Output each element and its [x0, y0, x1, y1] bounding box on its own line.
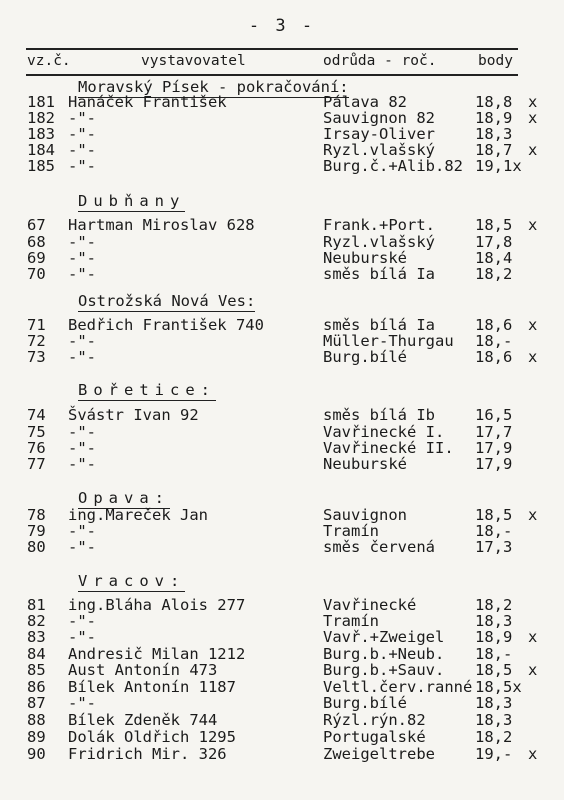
entry-points: 18,6 [475, 316, 513, 334]
entry-variety: Tramín [323, 522, 379, 540]
entry-exhibitor: -"- [68, 109, 96, 127]
entry-number: 70 [27, 265, 46, 283]
entry-row [0, 746, 564, 763]
header-variety: odrůda - roč. [323, 53, 437, 69]
entry-points: 18,- [475, 332, 513, 350]
entry-number: 81 [27, 596, 46, 614]
entry-variety: Neuburské [323, 455, 407, 473]
entry-exhibitor: Fridrich Mir. 326 [68, 745, 227, 763]
entry-exhibitor: Dolák Oldřich 1295 [68, 728, 236, 746]
entry-number: 87 [27, 694, 46, 712]
entry-variety: Müller-Thurgau [323, 332, 454, 350]
entry-variety: Pálava 82 [323, 93, 407, 111]
entry-number: 74 [27, 406, 46, 424]
entry-points: 18,5 [475, 506, 513, 524]
entry-number: 73 [27, 348, 46, 366]
entry-number: 85 [27, 661, 46, 679]
entry-variety: Vavřinecké [323, 596, 417, 614]
entry-points: 16,5 [475, 406, 513, 424]
header-number: vz.č. [27, 53, 71, 69]
entry-points: 18,7 [475, 141, 513, 159]
entry-variety: Sauvignon [323, 506, 407, 524]
entry-number: 83 [27, 628, 46, 646]
entry-points: 18,2 [475, 265, 513, 283]
section-title-text: Dubňany [78, 192, 186, 210]
section-title-text: Bořetice: [78, 381, 216, 399]
entry-variety: směs bílá Ib [323, 406, 435, 424]
header-exhibitor: vystavovatel [141, 53, 246, 69]
entry-exhibitor: -"- [68, 249, 96, 267]
entry-points: 17,9 [475, 455, 513, 473]
entry-exhibitor: -"- [68, 694, 96, 712]
entry-exhibitor: -"- [68, 628, 96, 646]
entry-row [0, 712, 564, 729]
entry-variety: Rýzl.rýn.82 [323, 711, 426, 729]
section-title-text: Opava: [78, 489, 170, 507]
entry-points: 18,3 [475, 125, 513, 143]
entry-exhibitor: -"- [68, 348, 96, 366]
entry-exhibitor: Andresič Milan 1212 [68, 645, 246, 663]
entry-variety: Ryzl.vlašský [323, 233, 435, 251]
entry-points: 17,9 [475, 439, 513, 457]
entry-mark: x [528, 506, 538, 524]
entry-exhibitor: -"- [68, 423, 96, 441]
entry-number: 72 [27, 332, 46, 350]
header-bottom-rule [26, 74, 518, 76]
entry-number: 181 [27, 93, 55, 111]
entry-points: 18,9 [475, 109, 513, 127]
entry-exhibitor: -"- [68, 141, 96, 159]
section-title [78, 192, 185, 212]
entry-number: 71 [27, 316, 46, 334]
entry-points: 18,3 [475, 612, 513, 630]
entry-number: 82 [27, 612, 46, 630]
entry-points: 18,5 [475, 661, 513, 679]
entry-number: 69 [27, 249, 46, 267]
entry-mark: x [528, 661, 538, 679]
entry-number: 185 [27, 157, 55, 175]
entry-exhibitor: Bedřich František 740 [68, 316, 264, 334]
entry-variety: Neuburské [323, 249, 407, 267]
entry-mark: x [528, 216, 538, 234]
entry-exhibitor: Hartman Miroslav 628 [68, 216, 255, 234]
entry-mark: x [528, 141, 538, 159]
entry-number: 68 [27, 233, 46, 251]
entry-variety: Burg.bílé [323, 348, 407, 366]
entry-points: 18,9 [475, 628, 513, 646]
entry-points: 17,3 [475, 538, 513, 556]
entry-variety: směs bílá Ia [323, 265, 435, 283]
section-title-text: Ostrožská Nová Ves: [78, 292, 256, 310]
header-points: body [478, 53, 513, 69]
entry-points: 18,6 [475, 348, 513, 366]
entry-variety: Veltl.červ.ranné [323, 678, 473, 696]
entry-variety: Tramín [323, 612, 379, 630]
entry-exhibitor: -"- [68, 157, 96, 175]
entry-number: 76 [27, 439, 46, 457]
entry-mark: x [528, 316, 538, 334]
section-title [78, 292, 255, 312]
entry-exhibitor: -"- [68, 439, 96, 457]
entry-row [0, 729, 564, 746]
entry-row [0, 217, 564, 234]
entry-points: 17,7 [475, 423, 513, 441]
entry-exhibitor: Aust Antonín 473 [68, 661, 218, 679]
entry-variety: Vavř.+Zweigel [323, 628, 445, 646]
entry-number: 77 [27, 455, 46, 473]
section-title-text: Moravský Písek - pokračování: [78, 78, 349, 96]
entry-number: 80 [27, 538, 46, 556]
entry-points: 18,2 [475, 596, 513, 614]
entry-points: 18,3 [475, 694, 513, 712]
entry-row [0, 266, 564, 283]
entry-points: 18,- [475, 522, 513, 540]
entry-exhibitor: Bílek Zdeněk 744 [68, 711, 218, 729]
entry-number: 75 [27, 423, 46, 441]
entry-row [0, 662, 564, 679]
entry-variety: Burg.bílé [323, 694, 407, 712]
entry-points: 18,5 [475, 216, 513, 234]
entry-exhibitor: Švástr Ivan 92 [68, 406, 199, 424]
entry-row [0, 695, 564, 712]
entry-variety: Vavřinecké II. [323, 439, 454, 457]
entry-points: 18,3 [475, 711, 513, 729]
entry-variety: Burg.b.+Neub. [323, 645, 445, 663]
entry-variety: směs bílá Ia [323, 316, 435, 334]
entry-row [0, 539, 564, 556]
entry-variety: Portugalské [323, 728, 426, 746]
entry-exhibitor: Bílek Antonín 1187 [68, 678, 236, 696]
entry-number: 84 [27, 645, 46, 663]
entry-exhibitor: ing.Bláha Alois 277 [68, 596, 246, 614]
entry-points: 18,8 [475, 93, 513, 111]
entry-row [0, 349, 564, 366]
entry-points: 17,8 [475, 233, 513, 251]
entry-number: 184 [27, 141, 55, 159]
entry-mark: x [528, 628, 538, 646]
entry-row [0, 456, 564, 473]
entry-points: 18,5x [475, 678, 522, 696]
entry-exhibitor: -"- [68, 538, 96, 556]
entry-variety: Sauvignon 82 [323, 109, 435, 127]
entry-points: 18,4 [475, 249, 513, 267]
entry-variety: Ryzl.vlašský [323, 141, 435, 159]
entry-exhibitor: -"- [68, 332, 96, 350]
entry-exhibitor: -"- [68, 522, 96, 540]
entry-row [0, 629, 564, 646]
entry-row [0, 407, 564, 424]
entry-number: 90 [27, 745, 46, 763]
entry-exhibitor: Hanáček František [68, 93, 227, 111]
entry-exhibitor: -"- [68, 455, 96, 473]
entry-points: 19,1x [475, 157, 522, 175]
entry-exhibitor: -"- [68, 125, 96, 143]
entry-points: 18,2 [475, 728, 513, 746]
entry-row [0, 158, 564, 175]
entry-number: 182 [27, 109, 55, 127]
entry-number: 78 [27, 506, 46, 524]
entry-exhibitor: -"- [68, 265, 96, 283]
entry-variety: Burg.b.+Sauv. [323, 661, 445, 679]
entry-points: 18,- [475, 645, 513, 663]
entry-variety: Zweigeltrebe [323, 745, 435, 763]
section-title [78, 572, 185, 592]
entry-mark: x [528, 348, 538, 366]
entry-number: 79 [27, 522, 46, 540]
entry-variety: směs červená [323, 538, 435, 556]
entry-exhibitor: -"- [68, 233, 96, 251]
entry-exhibitor: ing.Mareček Jan [68, 506, 208, 524]
entry-number: 86 [27, 678, 46, 696]
entry-mark: x [528, 745, 538, 763]
entry-variety: Irsay-Oliver [323, 125, 435, 143]
entry-variety: Frank.+Port. [323, 216, 435, 234]
entry-number: 67 [27, 216, 46, 234]
entry-mark: x [528, 109, 538, 127]
entry-variety: Vavřinecké I. [323, 423, 445, 441]
entry-number: 88 [27, 711, 46, 729]
entry-exhibitor: -"- [68, 612, 96, 630]
entry-number: 89 [27, 728, 46, 746]
header-top-rule [26, 48, 518, 50]
entry-variety: Burg.č.+Alib.82 [323, 157, 463, 175]
entry-number: 183 [27, 125, 55, 143]
entry-mark: x [528, 93, 538, 111]
page-number: - 3 - [248, 16, 316, 36]
section-title [78, 381, 216, 401]
section-title-text: Vracov: [78, 572, 186, 590]
entry-points: 19,- [475, 745, 513, 763]
